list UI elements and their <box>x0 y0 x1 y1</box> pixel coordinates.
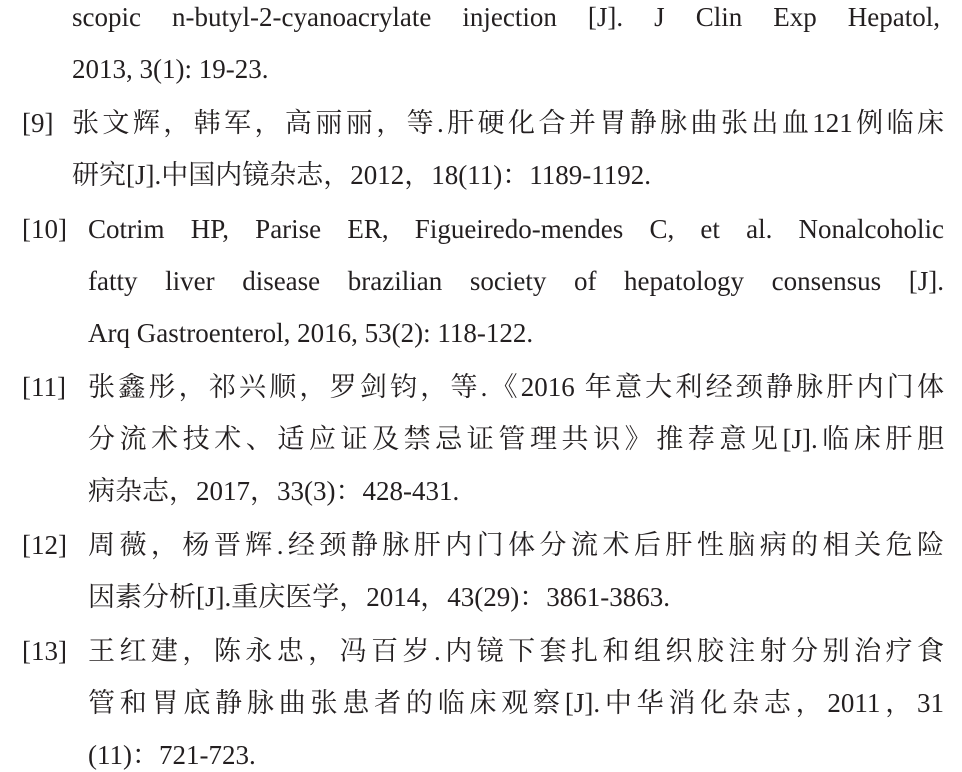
ref-9-line-2: 研究[J].中国内镜杂志，2012，18(11)：1189-1192. <box>72 160 651 190</box>
ref-13-line-2: 管和胃底静脉曲张患者的临床观察[J].中华消化杂志，2011，31 <box>88 688 944 718</box>
ref-10-number: [10] <box>22 214 67 244</box>
ref-11-number: [11] <box>22 372 66 402</box>
ref-12-line-2: 因素分析[J].重庆医学，2014，43(29)：3861-3863. <box>88 582 670 612</box>
ref-12-line-1: 周薇，杨晋辉.经颈静脉肝内门体分流术后肝性脑病的相关危险 <box>88 530 944 560</box>
ref-11-line-2: 分流术技术、适应证及禁忌证管理共识》推荐意见[J].临床肝胆 <box>88 424 944 454</box>
ref-10-line-2: fatty liver disease brazilian society of hepatology consensus [J]. <box>88 266 944 296</box>
ref-8-line-2: 2013, 3(1): 19-23. <box>72 54 269 84</box>
ref-11-line-3: 病杂志，2017，33(3)：428-431. <box>88 476 460 506</box>
ref-13-number: [13] <box>22 636 67 666</box>
ref-8-line-1: scopic n-butyl-2-cyanoacrylate injection [J]. J Clin Exp Hepatol, <box>72 2 940 32</box>
ref-9-number: [9] <box>22 108 54 138</box>
ref-13-line-1: 王红建，陈永忠，冯百岁.内镜下套扎和组织胶注射分别治疗食 <box>88 636 944 666</box>
ref-11-line-1: 张鑫彤，祁兴顺，罗剑钧，等.《2016 年意大利经颈静脉肝内门体 <box>88 372 944 402</box>
ref-9-line-1: 张文辉，韩军，高丽丽，等.肝硬化合并胃静脉曲张出血121例临床 <box>72 108 944 138</box>
ref-13-line-3: (11)：721-723. <box>88 740 256 770</box>
ref-10-line-1: Cotrim HP, Parise ER, Figueiredo-mendes C, et al. Nonalcoholic <box>88 214 944 244</box>
ref-12-number: [12] <box>22 530 67 560</box>
ref-10-line-3: Arq Gastroenterol, 2016, 53(2): 118-122. <box>88 318 534 348</box>
